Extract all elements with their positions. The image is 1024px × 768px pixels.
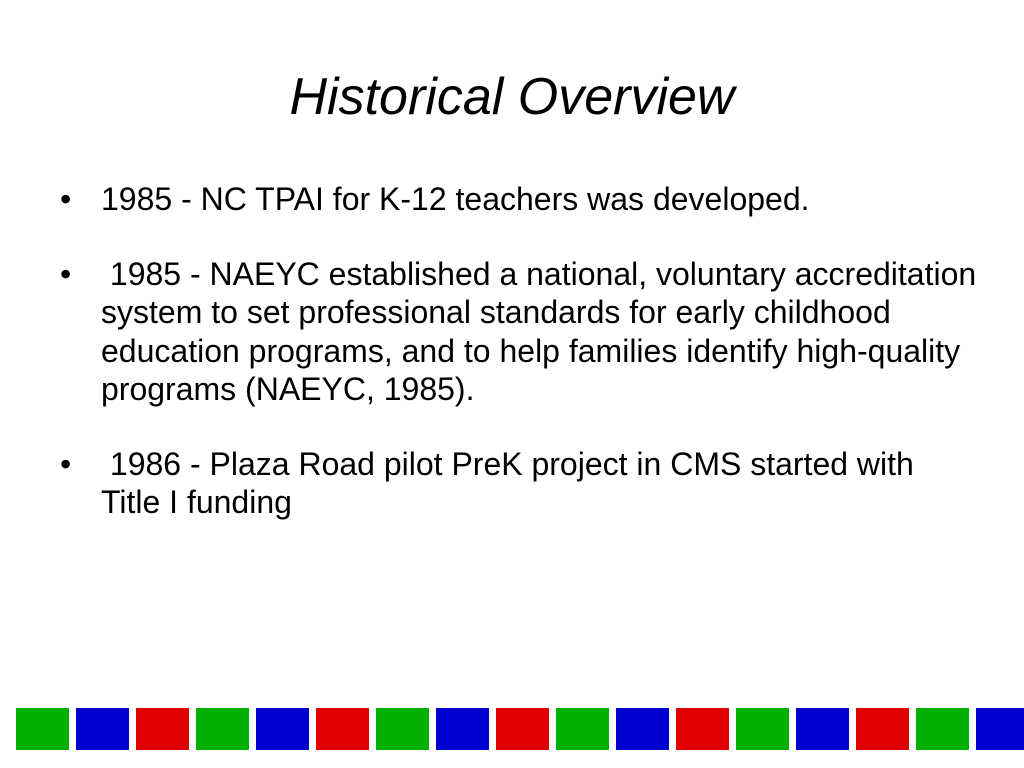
color-block-blue xyxy=(616,708,669,750)
color-block-red xyxy=(496,708,549,750)
color-block-blue xyxy=(256,708,309,750)
bullet-list xyxy=(60,180,986,558)
bullet-item-1 xyxy=(60,180,980,219)
bullet-item-3 xyxy=(60,445,980,522)
color-block-red xyxy=(856,708,909,750)
color-block-red xyxy=(316,708,369,750)
color-block-green xyxy=(196,708,249,750)
color-block-blue xyxy=(436,708,489,750)
decorative-color-bar xyxy=(16,708,1024,750)
bullet-icon: • xyxy=(60,255,72,292)
color-block-blue xyxy=(76,708,129,750)
color-block-green xyxy=(16,708,69,750)
bullet-icon: • xyxy=(60,181,72,217)
color-block-green xyxy=(376,708,429,750)
slide-title: Historical Overview xyxy=(289,68,735,126)
bullet-text-3: 1986 - Plaza Road pilot PreK project in CMS started with Title I funding xyxy=(101,445,923,520)
bullet-item-2 xyxy=(60,255,986,409)
color-block-red xyxy=(676,708,729,750)
color-block-green xyxy=(556,708,609,750)
color-block-blue xyxy=(796,708,849,750)
color-block-green xyxy=(916,708,969,750)
color-block-blue xyxy=(976,708,1024,750)
bullet-text-2: 1985 - NAEYC established a national, voluntary accreditation system to set professional standards for early childhood education programs, and to help families identify high-quality programs (NAEYC, 1985). xyxy=(101,255,986,407)
bullet-icon: • xyxy=(60,445,72,482)
bullet-text-1: 1985 - NC TPAI for K-12 teachers was developed. xyxy=(101,181,810,217)
color-block-green xyxy=(736,708,789,750)
color-block-red xyxy=(136,708,189,750)
